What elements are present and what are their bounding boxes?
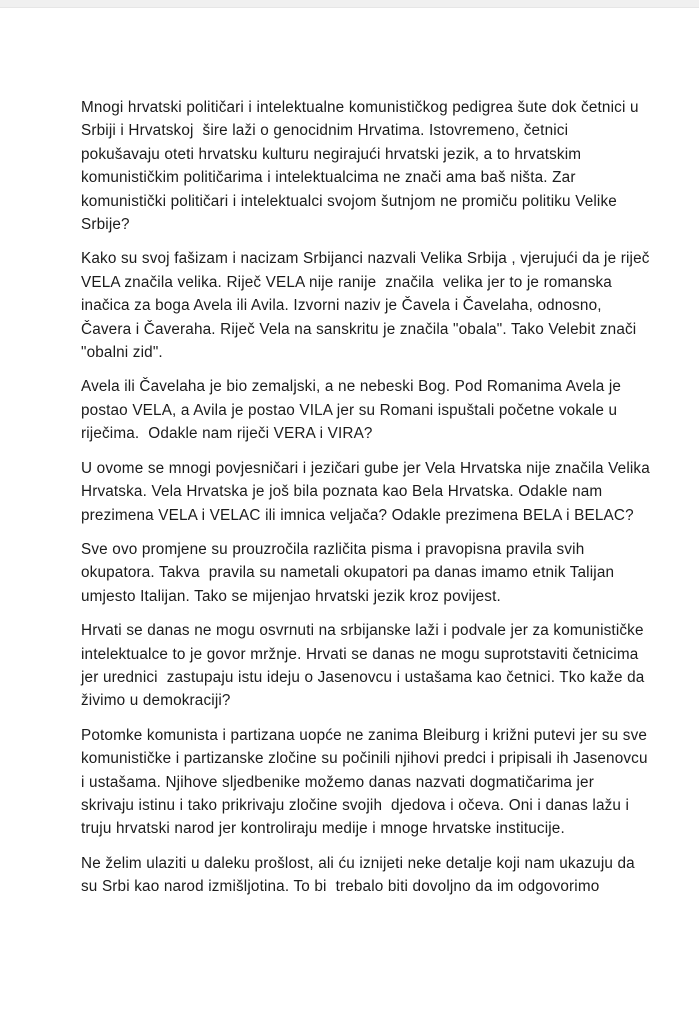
- document-page: [0, 9, 699, 1024]
- paragraph: Ne želim ulaziti u daleku prošlost, ali ću iznijeti neke detalje koji nam ukazuju da su Srbi kao narod izmišljotina. To bi trebalo biti dovoljno da im odgovorimo: [81, 854, 640, 896]
- paragraph: Avela ili Čavelaha je bio zemaljski, a ne nebeski Bog. Pod Romanima Avela je postao VELA, a Avila je postao VILA jer su Romani ispuštali početne vokale u riječima. Odakle nam riječi VERA i VIRA?: [81, 378, 626, 443]
- paragraph: Sve ovo promjene su prouzročila različita pisma i pravopisna pravila svih okupatora. Takva pravila su nametali okupatori pa danas imamo etnik Talijan umjesto Italijan. Tako se mijenjao hrvatski jezik kroz povijest.: [81, 540, 619, 605]
- paragraph: U ovome se mnogi povjesničari i jezičari gube jer Vela Hrvatska nije značila Velika Hrvatska. Vela Hrvatska je još bila poznata kao Bela Hrvatska. Odakle nam prezimena VELA i VELAC ili imnica veljača? Odakle prezimena BELA i BELAC?: [81, 459, 655, 524]
- paragraph: Hrvati se danas ne mogu osvrnuti na srbijanske laži i podvale jer za komunističke intelektualce to je govor mržnje. Hrvati se danas ne mogu suprotstaviti četnicima jer urednici zastupaju istu ideju o Jasenovcu i ustašama kao četnici. Tko kaže da živimo u demokraciji?: [81, 622, 649, 710]
- page-top-band: [0, 0, 699, 8]
- paragraph: Mnogi hrvatski političari i intelektualne komunističkog pedigrea šute dok četnici u Srbiji i Hrvatskoj šire laži o genocidnim Hrvatima. Istovremeno, četnici pokušavaju oteti hrvatsku kulturu negirajući hrvatski jezik, a to hrvatskim komunističkim političarima i intelektualcima ne znači ama baš ništa. Zar komunistički političari i intelektualci svojom šutnjom ne promiču politiku Velike Srbije?: [81, 99, 644, 234]
- document-text-body: [81, 96, 655, 899]
- paragraph: Kako su svoj fašizam i nacizam Srbijanci nazvali Velika Srbija , vjerujući da je riječ VELA značila velika. Riječ VELA nije ranije značila velika jer to je romanska inačica za boga Avela ili Avila. Izvorni naziv je Čavela i Čavelaha, odnosno, Čavera i Čaveraha. Riječ Vela na sanskritu je značila "obala". Tako Velebit znači "obalni zid".: [81, 250, 655, 362]
- paragraph: Potomke komunista i partizana uopće ne zanima Bleiburg i križni putevi jer su sve komunističke i partizanske zločine su počinili njihovi predci i pripisali ih Jasenovcu i ustašama. Njihove sljedbenike možemo danas nazvati dogmatičarima jer skrivaju istinu i tako prikrivaju zločine svojih djedova i očeva. Oni i danas lažu i truju hrvatski narod jer kontroliraju medije i mnoge hrvatske institucije.: [81, 726, 653, 838]
